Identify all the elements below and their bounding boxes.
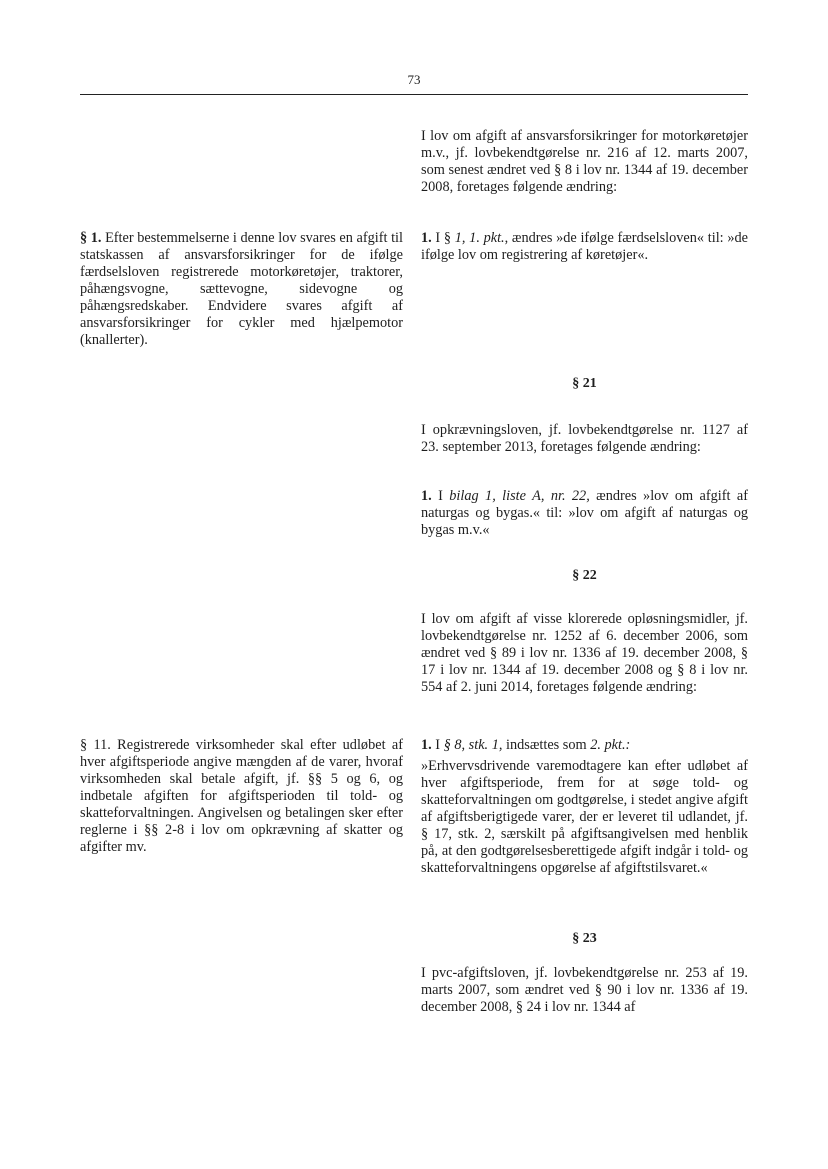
amendment-22-intro: I lov om afgift af visse klorerede opløsningsmidler, jf. lovbekendtgørelse nr. 1252 af 6. december 2006, som ændret ved § 89 i lov nr. 1336 af 19. december 2008, § 17 i lov nr. 1344 af 19. december 2008 og § 8 i lov nr. 554 af 2. juni 2014, foretages følgende ændring: [421,611,748,695]
amendment-20-intro: I lov om afgift af ansvarsforsikringer for motorkøretøjer m.v., jf. lovbekendtgørelse nr. 216 af 12. marts 2007, som senest ændret ved § 8 i lov nr. 1344 af 19. december 2008, foretages følgende ændring: [421,128,748,195]
header-rule [80,94,748,95]
change-number: 1. [421,230,432,246]
amendment-22-quote: »Erhvervsdrivende varemodtagere kan efter udløbet af hver afgiftsperiode, frem for at søge told- og skatteforvaltningen om godtgørelse, i stedet angive afgift af afgiftsberigtigede varer, der er leveret til udlandet, jf. § 17, stk. 2, særskilt på afgiftsangivelsen med henblik på, at den godtgørelsesberettigede afgift indgår i told- og skatteforvaltningens opgørelse af afgiftstilsvaret.« [421,758,748,876]
change-text: indsættes som [502,737,591,753]
section-heading-22: § 22 [572,568,597,583]
amendment-20-change [421,230,748,264]
section-heading-21: § 21 [572,376,597,391]
change-text: I § [431,230,455,246]
amendment-23-intro: I pvc-afgiftsloven, jf. lovbekendtgørelse nr. 253 af 19. marts 2007, som ændret ved § 90 i lov nr. 1336 af 19. december 2008, § 24 i lov nr. 1344 af [421,965,748,1015]
section-text: Efter bestemmelserne i denne lov svares en afgift til statskassen af ansvarsforsikringer for de ifølge færdselsloven registrerede motorkøretøjer, traktorer, påhængsvogne, sættevogne, sidevogne og påhængsredskaber. Endvidere svares afgift af ansvarsforsikringer for cykler med hjælpemotor (knallerter). [80,230,403,348]
current-law-section-11: § 11. Registrerede virksomheder skal efter udløbet af hver afgiftsperiode angive mængden af de varer, hvoraf virksomheden skal betale afgift, jf. §§ 5 og 6, og indbetale afgiften for afgiftsperioden til told- og skatteforvaltningen. Angivelsen og betalingen sker efter reglerne i §§ 2-8 i lov om opkrævning af skatter og afgifter mv. [80,737,403,855]
change-reference: bilag 1, liste A, nr. 22, [449,488,590,504]
change-text: I [431,488,450,504]
change-reference: 1, 1. pkt. [454,230,505,246]
change-number: 1. [421,737,432,753]
change-text: ændres »lov om afgift af naturgas og bygas.« til: »lov om afgift af naturgas og bygas m.v.« [421,488,748,538]
amendment-21-intro: I opkrævningsloven, jf. lovbekendtgørelse nr. 1127 af 23. september 2013, foretages følgende ændring: [421,422,748,455]
change-text: I [431,737,444,753]
change-number: 1. [421,488,432,504]
page-number: 73 [407,72,421,87]
section-marker: § 1. [80,230,102,246]
current-law-section-1 [80,230,403,349]
amendment-21-change [421,488,748,539]
amendment-22-change [421,737,748,754]
change-reference: 2. pkt.: [590,737,631,753]
change-text: , ændres »de ifølge færdselsloven« til: »de ifølge lov om registrering af køretøjer«. [421,230,748,263]
section-heading-23: § 23 [572,931,597,946]
change-reference: § 8, stk. 1, [443,737,503,753]
